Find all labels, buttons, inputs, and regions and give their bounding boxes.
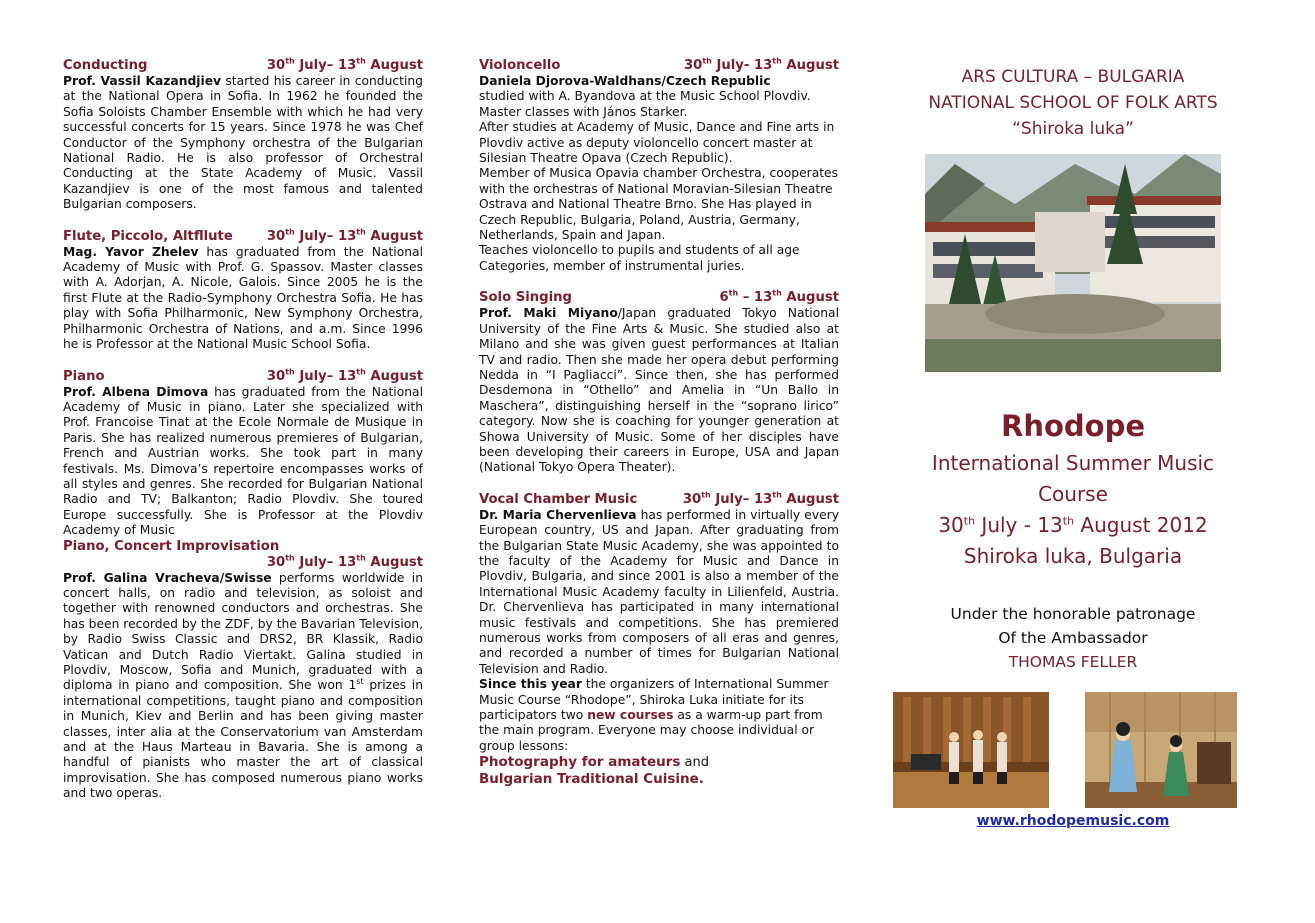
org-line-1: ARS CULTURA – BULGARIA <box>961 67 1185 87</box>
org-line-3: “Shiroka luka” <box>1012 119 1134 139</box>
section-title: Conducting <box>63 58 148 73</box>
folk-musicians-photo <box>893 692 1049 808</box>
section-title: Piano <box>63 368 105 384</box>
section-dates: 6th – 13th August <box>719 288 839 306</box>
section-body: Prof. Galina Vracheva/Swisse performs worldwide in concert halls, on radio and television, as soloist and together with renowned conductors and orchestras. She has been recorded by the ZDF, by the Bavarian Television, by Radio Swiss Classic and DRS2, BR Klassik, Radio Vatican and Dutch Radio Viertakt. Galina studied in Plovdiv, Moscow, Sofia and Munich, graduated with a diploma in piano and composition. She won 1st prizes in international competitions, taught piano and composition in Munich, Kiev and Berlin and has been giving master classes, inter alia at the Conservatorium van Amsterdam and at the Haus Marteau in Bavaria. She is among a handful of pianists who master the art of classical improvisation. She has composed numerous piano works and two operas. <box>63 570 423 801</box>
section-dates: 30th July– 13th August <box>266 227 423 244</box>
patronage <box>888 602 1258 674</box>
org-line-2: NATIONAL SCHOOL OF FOLK ARTS <box>928 93 1218 113</box>
section-title: Flute, Piccolo, Altfllute <box>63 228 233 244</box>
column-middle <box>479 58 839 788</box>
section-body: Mag. Yavor Zhelev has graduated from the National Academy of Music with Prof. G. Spassov. Master classes with A. Adorjan, A. Nicole, Galois. Since 2005 he is the first Flute at the Radio-Symphony Orchestra Sofia. He has play with Sofia Philharmonic, New Symphony Orchestra, Philharmonic Orchestra of Nations, and a.m. Since 1996 he is Professor at the National Music School Sofia. <box>63 244 423 352</box>
section-body: studied with A. Byandova at the Music School Plovdiv. Master classes with János Starker. After studies at Academy of Music, Dance and Fine arts in Plovdiv active as deputy violoncello concert master at Silesian Theatre Opava (Czech Republic). Member of Musica Opavia chamber Orchestra, cooperates with the orchestras of National Moravian-Silesian Theatre Ostrava and National Theatre Brno. She Has played in Czech Republic, Bulgaria, Poland, Austria, Germany, Netherlands, Spain and Japan. Teaches violoncello to pupils and students of all age Categories, member of instrumental juries. <box>479 89 839 273</box>
section-dates: 30th July- 13th August <box>683 56 839 73</box>
course-location: Shiroka luka, Bulgaria <box>963 544 1183 568</box>
section-vocal-chamber <box>479 492 839 677</box>
teacher-name: Mag. Yavor Zhelev <box>63 244 199 259</box>
section-title: Violoncello <box>479 58 561 73</box>
section-header <box>63 58 423 74</box>
section-body: Prof. Vassil Kazandjiev started his career in conducting at the National Opera in Sofia. In 1962 he founded the Sofia Soloists Chamber Ensemble with which he had very successful concerts for 15 years. Since 1978 he was Chef Conductor of the Symphony orchestra of the Bulgarian National Radio. He is also professor of Orchestral Conducting at the State Academy of Music. Vassil Kazandjiev is one of the most famous and talented Bulgarian composers. <box>63 74 423 212</box>
section-title: Vocal Chamber Music <box>479 491 638 507</box>
section-solo-singing <box>479 290 839 475</box>
patron-name: THOMAS FELLER <box>1008 653 1138 671</box>
course-subtitle-2: Course <box>1038 482 1108 506</box>
photo-row <box>888 692 1258 810</box>
section-body: Prof. Albena Dimova has graduated from the National Academy of Music in piano. Later she specialized with Prof. Francoise Tinat at the Ecole Normale de Musique in Paris. She has realized numerous premieres of Bulgarian, French and Austrian works. She took part in many festivals. Ms. Dimova’s repertoire encompasses works of all styles and genres. She recorded for Bulgarian National Radio and TV; Balkanton; Radio Plovdiv. She toured Europe successfully. She is Professor at the Plovdiv Academy of Music <box>63 384 423 538</box>
patron-line-1: Under the honorable patronage <box>950 605 1196 623</box>
patron-line-2: Of the Ambassador <box>998 629 1148 647</box>
singers-photo <box>1085 692 1237 808</box>
section-flute <box>63 229 423 353</box>
section-header <box>479 58 839 74</box>
new-course-photography: Photography for amateurs and <box>479 754 710 771</box>
section-body: Prof. Maki Miyano/Japan graduated Tokyo National University of the Fine Arts & Music. She studied also at Milano and she was given guest performances at Italian TV and radio. Then she made her opera debut performing Nedda in “I Pagliacci”. Since then, she has performed Desdemona in “Othello” and Amelia in “Un Ballo in Maschera”, distinguishing herself in the “soprano lirico” category. Now she is coaching for younger generation at Showa University of Music. Some of her disciples have been developing their careers in Europe, USA and Japan (National Tokyo Opera Theater). <box>479 306 839 475</box>
section-header <box>63 229 423 245</box>
section-conducting <box>63 58 423 213</box>
teacher-name: Prof. Galina Vracheva/Swisse <box>63 570 272 585</box>
new-course-cuisine: Bulgarian Traditional Cuisine. <box>479 771 704 788</box>
section-violoncello <box>479 58 839 274</box>
section-header <box>479 492 839 508</box>
website-row <box>888 814 1258 829</box>
course-title: Rhodope <box>1000 409 1145 443</box>
section-piano <box>63 369 423 539</box>
school-building-photo <box>925 154 1221 372</box>
section-body: Dr. Maria Chervenlieva has performed in virtually every European country, US and Japan. After graduating from the Bulgarian State Music Academy, she was appointed to the faculty of the Academy for Music and Dance in Plovdiv, Bulgaria, and since 2001 is also a member of the International Music Academy faculty in Lilienfeld, Austria. Dr. Chervenlieva has participated in many international music festivals and competitions. She has premiered numerous works from composers of all eras and genres, and recorded a number of times for Bulgarian National Television and Radio. <box>479 507 839 676</box>
section-title: Piano, Concert Improvisation <box>63 538 280 554</box>
section-dates: 30th July– 13th August <box>266 553 423 570</box>
course-dates: 30th July - 13th August 2012 <box>938 513 1208 537</box>
section-new-courses <box>479 677 839 788</box>
section-title: Solo Singing <box>479 290 572 306</box>
new-courses-text: Since this year the organizers of International Summer Music Course “Rhodope”, Shiroka Luka initiate for its participators two new courses as a warm-up part from the main program. Everyone may choose individual or group lessons: <box>479 677 829 753</box>
section-header <box>479 290 839 306</box>
teacher-name: Prof. Vassil Kazandjiev <box>63 74 222 88</box>
website-link[interactable]: www.rhodopemusic.com <box>976 813 1170 829</box>
teacher-name: Prof. Maki Miyano <box>479 306 618 321</box>
teacher-name: Daniela Djorova-Waldhans/Czech Republic <box>479 74 771 88</box>
section-improvisation <box>63 539 423 802</box>
section-dates: 30th July– 13th August <box>266 367 423 384</box>
column-left <box>63 58 423 802</box>
column-right <box>888 64 1258 829</box>
section-header <box>63 369 423 385</box>
teacher-name: Prof. Albena Dimova <box>63 384 209 399</box>
section-dates: 30th July– 13th August <box>266 56 423 73</box>
teacher-name: Dr. Maria Chervenlieva <box>479 507 637 522</box>
section-dates: 30th July– 13th August <box>682 490 839 507</box>
course-subtitle-1: International Summer Music <box>931 451 1215 475</box>
